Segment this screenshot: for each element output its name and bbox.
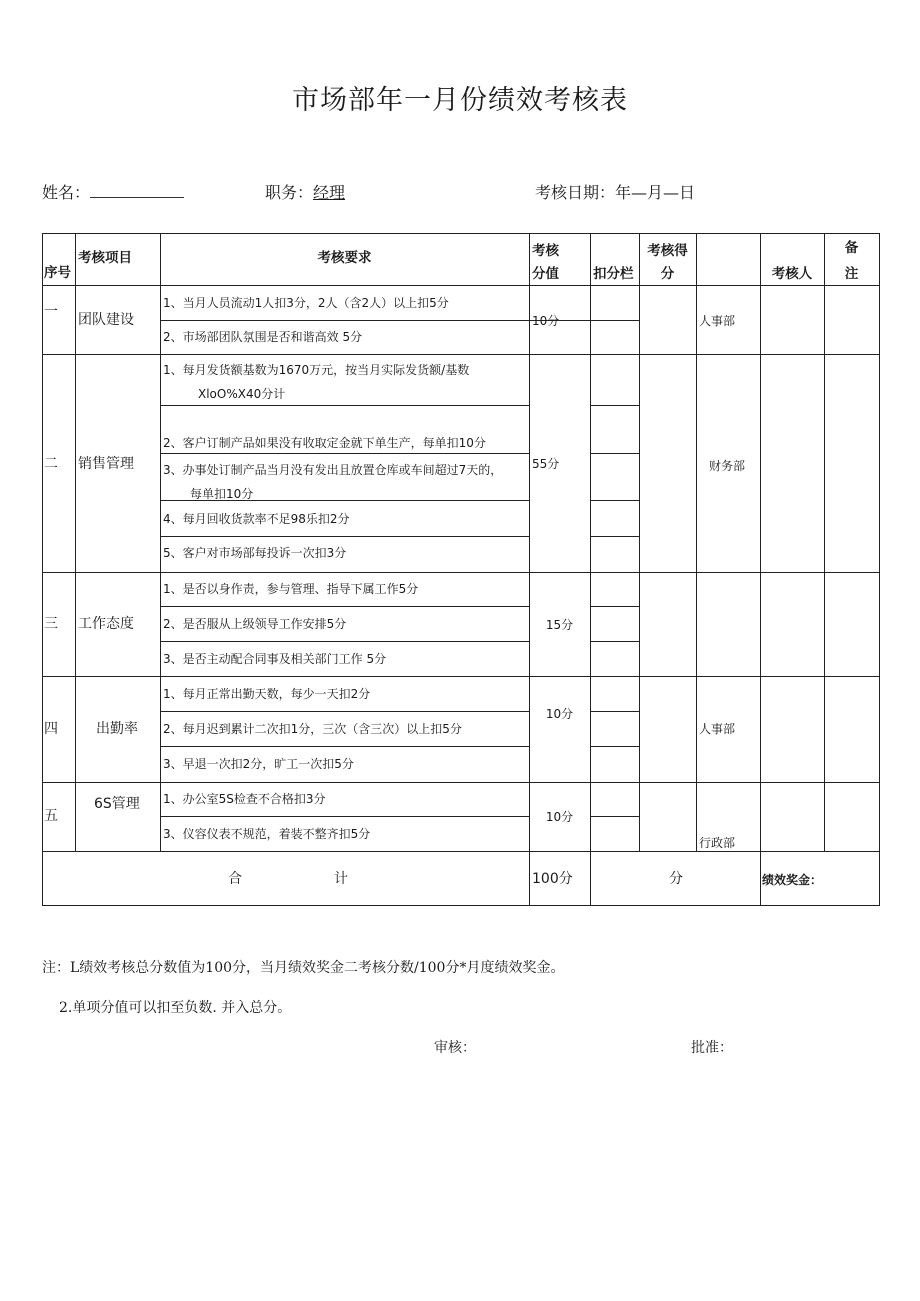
requirement-text: 2、是否服从上级领导工作安排5分	[163, 617, 347, 631]
header-deduct: 扣分栏	[593, 266, 634, 282]
section-score: 10分	[545, 707, 574, 721]
deduct-line	[590, 354, 640, 355]
header-score-line2: 分值	[532, 266, 559, 282]
row-line	[42, 572, 880, 573]
requirement-text: 1、当月人员流动1人扣3分，2人（含2人）以上扣5分	[163, 296, 449, 310]
section-seq: 二	[44, 456, 58, 472]
header-assessor: 考核人	[771, 266, 813, 282]
position-label: 职务：	[265, 183, 314, 202]
requirement-text: 2、市场部团队氛围是否和谐高效 5分	[163, 330, 363, 344]
requirement-text: XloO%X40分计	[198, 387, 286, 401]
deduct-line	[590, 536, 640, 537]
col-line	[590, 233, 591, 906]
col-line	[696, 233, 697, 852]
col-line	[760, 233, 761, 906]
row-line	[42, 851, 880, 852]
row-line	[42, 782, 880, 783]
section-item: 6S管理	[94, 796, 140, 812]
date-field	[535, 180, 695, 203]
col-line	[160, 233, 161, 852]
table-border	[879, 233, 880, 906]
requirement-text: 1、是否以身作责，参与管理、指导下属工作5分	[163, 582, 419, 596]
note-1: 注：L绩效考核总分数值为100分，当月绩效奖金二考核分数/100分*月度绩效奖金。	[42, 960, 565, 976]
bonus-label: 绩效奖金：	[762, 873, 823, 887]
header-seq: 序号	[44, 265, 71, 281]
section-score: 15分	[545, 618, 574, 632]
row-line	[42, 285, 880, 286]
note-2: 2.单项分值可以扣至负数. 并入总分。	[59, 1000, 292, 1016]
page-title: 市场部年一月份绩效考核表	[292, 85, 628, 116]
sub-row-line	[160, 536, 530, 537]
deduct-line	[590, 453, 640, 454]
col-line	[639, 233, 640, 852]
review-label: 审核：	[434, 1040, 476, 1056]
deduct-line	[590, 606, 640, 607]
table-border	[42, 905, 880, 906]
deduct-line	[590, 641, 640, 642]
total-label-a: 合	[228, 871, 242, 887]
section-dept: 财务部	[709, 459, 746, 473]
col-line	[75, 233, 76, 852]
sub-row-line	[160, 711, 530, 712]
col-line	[529, 233, 530, 906]
sub-row-line	[160, 405, 530, 406]
requirement-text: 1、每月发货额基数为1670万元，按当月实际发货额/基数	[163, 363, 470, 377]
section-dept: 人事部	[699, 314, 736, 328]
requirement-text: 1、办公室5S检查不合格扣3分	[163, 792, 326, 806]
section-item: 团队建设	[78, 312, 134, 328]
position-value: 经理	[313, 183, 346, 202]
section-score: 55分	[532, 457, 560, 471]
sub-row-line	[160, 320, 640, 321]
col-line	[824, 233, 825, 852]
sub-row-line	[160, 453, 530, 454]
table-border	[42, 233, 43, 906]
requirement-text: 2、客户订制产品如果没有收取定金就下单生产，每单扣10分	[163, 436, 486, 450]
section-seq: 一	[44, 304, 58, 320]
section-score: 10分	[532, 314, 560, 328]
deduct-line	[590, 500, 640, 501]
sub-row-line	[160, 606, 530, 607]
requirement-text: 3、早退一次扣2分，旷工一次扣5分	[163, 757, 354, 771]
sub-row-line	[160, 641, 530, 642]
section-dept: 行政部	[699, 836, 736, 850]
requirement-text: 1、每月正常出勤天数，每少一天扣2分	[163, 687, 371, 701]
total-label-b: 计	[334, 871, 348, 887]
header-remark-line1: 备	[844, 240, 859, 256]
total-got: 分	[669, 871, 683, 887]
header-remark-line2: 注	[844, 266, 859, 282]
table-border	[42, 233, 880, 234]
sub-row-line	[160, 746, 530, 747]
approve-label: 批准：	[691, 1040, 733, 1056]
date-value: 年—月—日	[615, 183, 696, 202]
requirement-text: 3、仪容仪表不规范，着装不整齐扣5分	[163, 827, 371, 841]
section-item: 工作态度	[78, 616, 134, 632]
requirement-text: 2、每月迟到累计二次扣1分，三次（含三次）以上扣5分	[163, 722, 462, 736]
section-item: 出勤率	[96, 721, 138, 737]
date-label: 考核日期：	[535, 183, 616, 202]
requirement-text: 5、客户对市场部每投诉一次扣3分	[163, 546, 347, 560]
name-blank[interactable]	[90, 183, 184, 198]
section-seq: 五	[44, 808, 58, 824]
name-field	[42, 180, 184, 203]
name-label: 姓名：	[42, 183, 91, 202]
total-score: 100分	[532, 871, 573, 887]
section-seq: 三	[44, 616, 58, 632]
section-item: 销售管理	[78, 456, 134, 472]
header-item: 考核项目	[78, 250, 132, 266]
row-line	[42, 354, 880, 355]
section-dept: 人事部	[699, 722, 736, 736]
header-requirement: 考核要求	[317, 250, 372, 266]
deduct-line	[590, 405, 640, 406]
sub-row-line	[160, 816, 530, 817]
header-score-line1: 考核	[532, 243, 559, 259]
requirement-text: 每单扣10分	[190, 487, 254, 501]
header-got-line2: 分	[660, 266, 675, 282]
requirement-text: 3、是否主动配合同事及相关部门工作 5分	[163, 652, 387, 666]
section-seq: 四	[44, 721, 58, 737]
deduct-line	[590, 746, 640, 747]
position-field	[265, 180, 345, 203]
requirement-text: 3、办事处订制产品当月没有发出且放置仓库或车间超过7天的，	[163, 463, 503, 477]
header-got-line1: 考核得	[647, 243, 688, 259]
section-score: 10分	[545, 810, 574, 824]
deduct-line	[590, 816, 640, 817]
row-line	[42, 676, 880, 677]
requirement-text: 4、每月回收货款率不足98乐扣2分	[163, 512, 350, 526]
deduct-line	[590, 711, 640, 712]
